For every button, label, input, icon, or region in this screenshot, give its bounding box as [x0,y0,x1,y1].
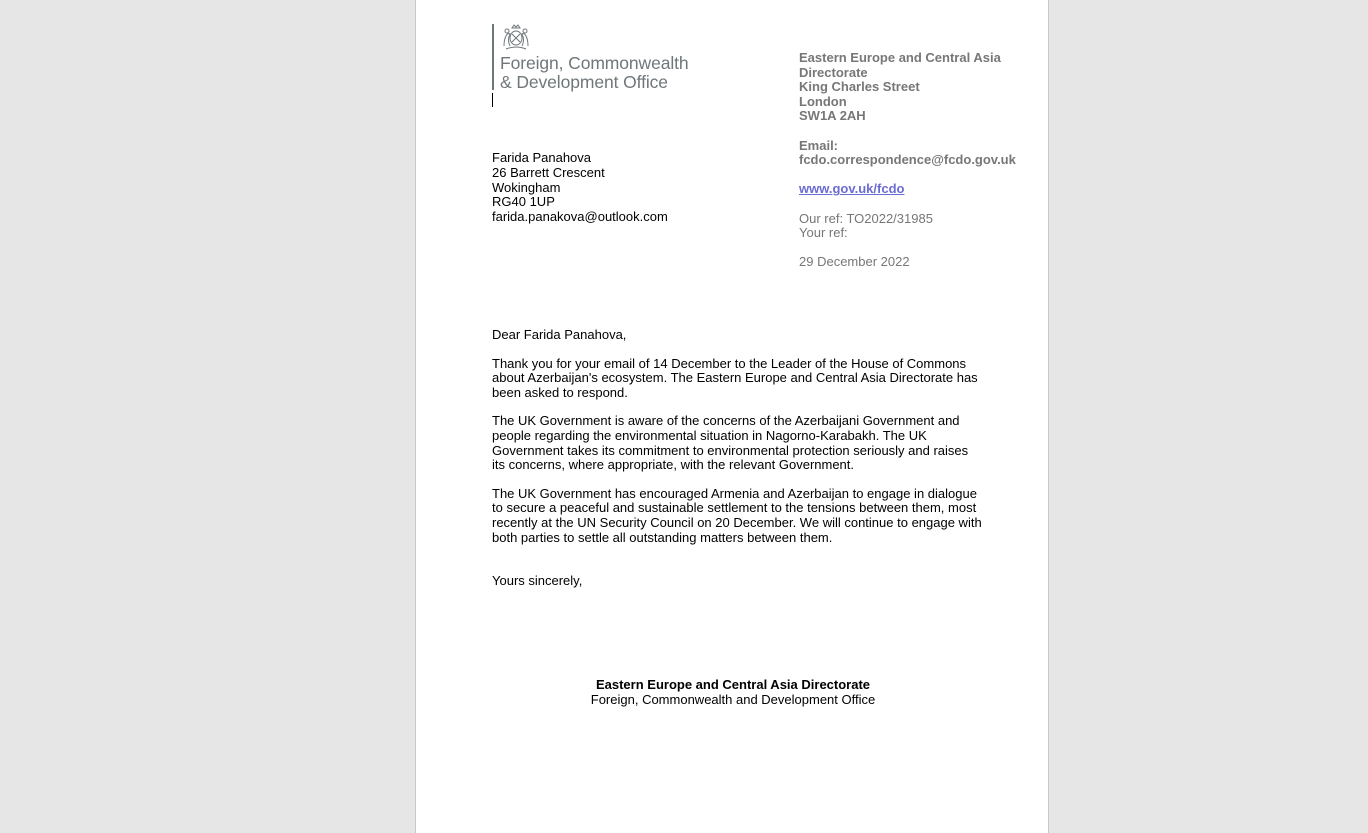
sender-city: London [799,93,847,109]
your-reference: Your ref: [799,225,848,241]
sender-website-link[interactable]: www.gov.uk/fcdo [799,181,905,197]
sender-postcode: SW1A 2AH [799,108,866,124]
document-page[interactable] [415,0,1049,833]
recipient-address-line: 26 Barrett Crescent [492,164,605,180]
recipient-town: Wokingham [492,179,561,195]
logo-wordmark [500,54,689,91]
logo-line-2: & Development Office [500,71,668,92]
text-cursor [492,93,493,107]
sender-email-label: Email: [799,137,839,153]
recipient-email: farida.panakova@outlook.com [492,209,668,225]
paragraph-2: The UK Government is aware of the concerns of the Azerbaijani Government and people regarding the environmental situation in Nagorno-Karabakh. The UK Government takes its commitment to environmental protection seriously and raises its concerns, where appropriate, with the relevant Government. [492,413,969,473]
sender-directorate-line-2: Directorate [799,64,868,80]
fcdo-logo [492,24,712,92]
signature-office: Foreign, Commonwealth and Development Office [590,692,876,707]
royal-coat-of-arms-icon [500,24,532,52]
recipient-postcode: RG40 1UP [492,194,555,210]
salutation: Dear Farida Panahova, [492,327,627,342]
logo-line-1: Foreign, Commonwealth [500,53,689,73]
logo-divider [492,24,494,90]
our-reference: Our ref: TO2022/31985 [799,210,933,226]
letter-date: 29 December 2022 [799,254,910,270]
recipient-name: Farida Panahova [492,150,592,165]
sender-address-block [799,51,1039,270]
paragraph-3: The UK Government has encouraged Armenia and Azerbaijan to engage in dialogue to secure a peaceful and sustainable settlement to the tensions between them, most recently at the UN Security Council on 20 December. We will continue to engage with both parties to settle all outstanding matters between them. [492,485,982,545]
sender-street: King Charles Street [799,79,920,95]
sender-directorate-line-1: Eastern Europe and Central Asia [799,50,1001,65]
paragraph-1: Thank you for your email of 14 December to the Leader of the House of Commons about Azerbaijan's ecosystem. The Eastern Europe and Central Asia Directorate has been asked to respond. [492,355,978,400]
closing: Yours sincerely, [492,573,583,589]
signature-directorate: Eastern Europe and Central Asia Directorate [595,677,871,692]
recipient-address-block [492,151,668,225]
sender-email: fcdo.correspondence@fcdo.gov.uk [799,152,1016,168]
signature-block [416,677,1050,707]
letter-body [492,328,982,603]
